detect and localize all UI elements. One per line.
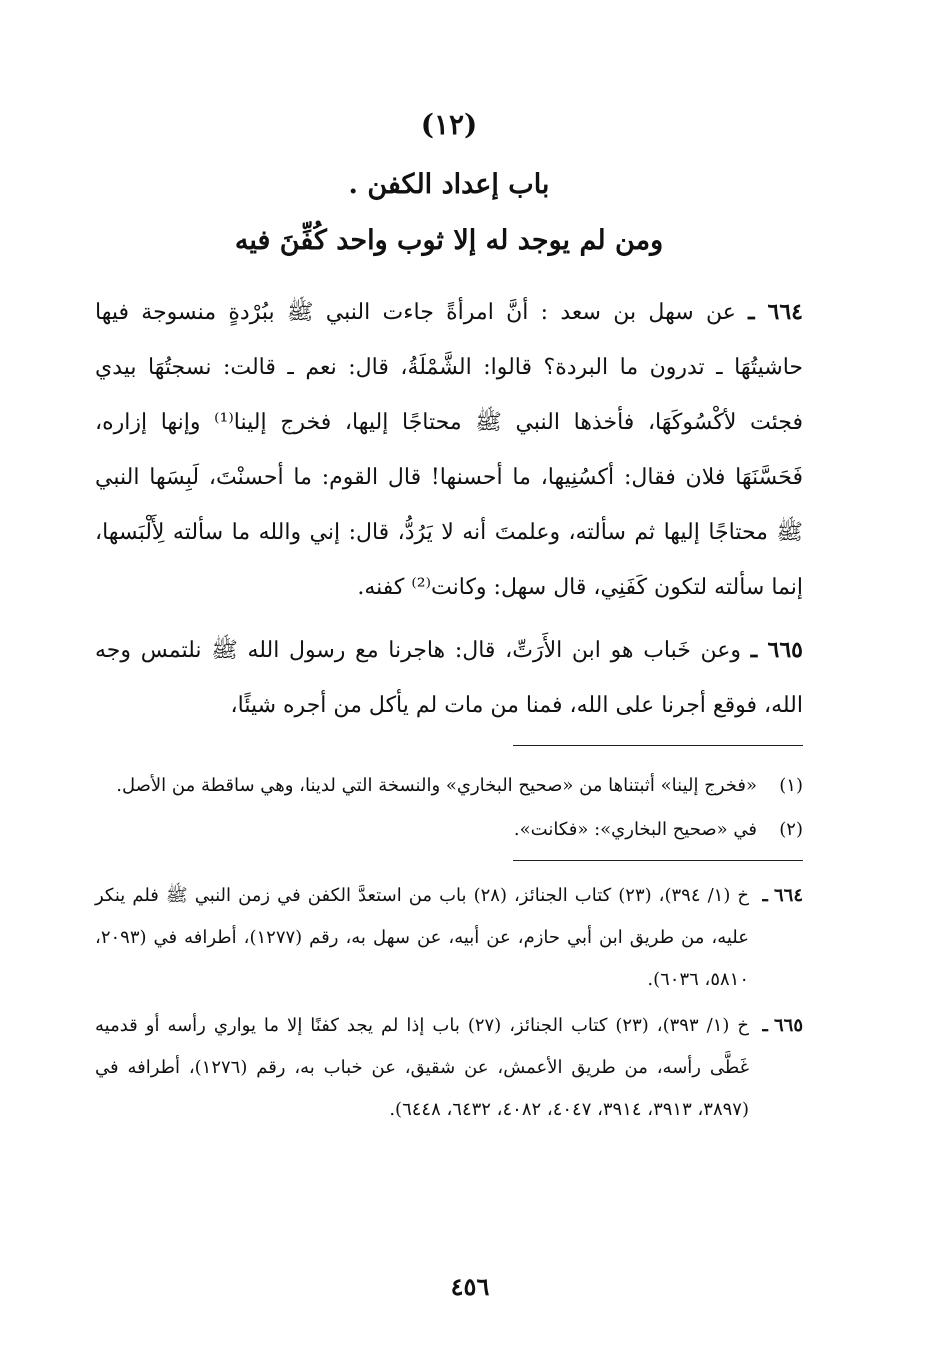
footnote-text: «فخرج إلينا» أثبتناها من «صحيح البخاري» والنسخة التي لدينا، وهي ساقطة من الأصل. <box>116 775 757 796</box>
footnote-text: في «صحيح البخاري»: «فكانت». <box>513 819 757 840</box>
footnotes <box>95 766 803 850</box>
footnote-marker: (١) <box>779 775 803 796</box>
source-number: ٦٦٥ ـ <box>762 1015 803 1036</box>
footnote-1 <box>95 766 803 806</box>
hadith-body <box>95 285 803 733</box>
page-content <box>95 105 803 1135</box>
hadith-text: وعن خَباب هو ابن الأَرَتِّ، قال: هاجرنا مع رسول الله ﷺ نلتمس وجه الله، فوقع أجرنا على الله، فمنا من مات لم يأكل من أجره شيئًا، <box>95 638 803 718</box>
source-number: ٦٦٤ ـ <box>762 885 803 906</box>
footnote-2 <box>95 810 803 850</box>
footnote-divider <box>513 745 803 746</box>
chapter-title-line-1: باب إعداد الكفن . <box>348 169 550 200</box>
source-664 <box>95 875 803 1001</box>
hadith-665 <box>95 623 803 733</box>
sources-divider <box>513 860 803 861</box>
footnote-marker: (٢) <box>779 819 803 840</box>
hadith-text: عن سهل بن سعد : أنَّ امرأةً جاءت النبي ﷺ ببُرْدةٍ منسوجة فيها حاشيتُهَا ـ تدرون ما البردة؟ قالوا: الشَّمْلَةُ، قال: نعم ـ قالت: نسجتُهَا بيدي فجئت لأكْسُوكَهَا، فأخذها النبي ﷺ محتاجًا إليها، فخرج إلينا⁽¹⁾ وإنها إزاره، فَحَسَّنَهَا فلان فقال: أكسُنِيها، ما أحسنها! قال القوم: ما أحسنْتَ، لَبِسَها النبي ﷺ محتاجًا إليها ثم سألته، وعلمتَ أنه لا يَرُدُّ، قال: إني والله ما سألته لِأَلْبَسها، إنما سألته لتكون كَفَنِي، قال سهل: وكانت⁽²⁾ كفنه. <box>95 300 803 600</box>
chapter-title-line-2: ومن لم يوجد له إلا ثوب واحد كُفِّنَ فيه <box>234 225 664 256</box>
chapter-number: (١٢) <box>420 108 478 141</box>
hadith-664 <box>95 285 803 615</box>
source-text: خ (١/ ٣٩٤)، (٢٣) كتاب الجنائز، (٢٨) باب من استعدَّ الكفن في زمن النبي ﷺ فلم ينكر عليه، من طريق ابن أبي حازم، عن أبيه، عن سهل به، رقم (١٢٧٧)، أطرافه في (٢٠٩٣، ٥٨١٠، ٦٠٣٦). <box>95 885 749 990</box>
source-references <box>95 875 803 1131</box>
hadith-number: ٦٦٤ ـ <box>748 299 803 325</box>
page-number: ٤٥٦ <box>450 1272 490 1301</box>
hadith-number: ٦٦٥ ـ <box>750 637 803 663</box>
source-text: خ (١/ ٣٩٣)، (٢٣) كتاب الجنائز، (٢٧) باب إذا لم يجد كفنًا إلا ما يواري رأسه أو قدميه غَطَّى رأسه، من طريق الأعمش، عن شقيق، عن خباب به، رقم (١٢٧٦)، أطرافه في (٣٨٩٧، ٣٩١٣، ٣٩١٤، ٤٠٤٧، ٤٠٨٢، ٦٤٣٢، ٦٤٤٨). <box>95 1015 750 1120</box>
source-665 <box>95 1005 803 1131</box>
